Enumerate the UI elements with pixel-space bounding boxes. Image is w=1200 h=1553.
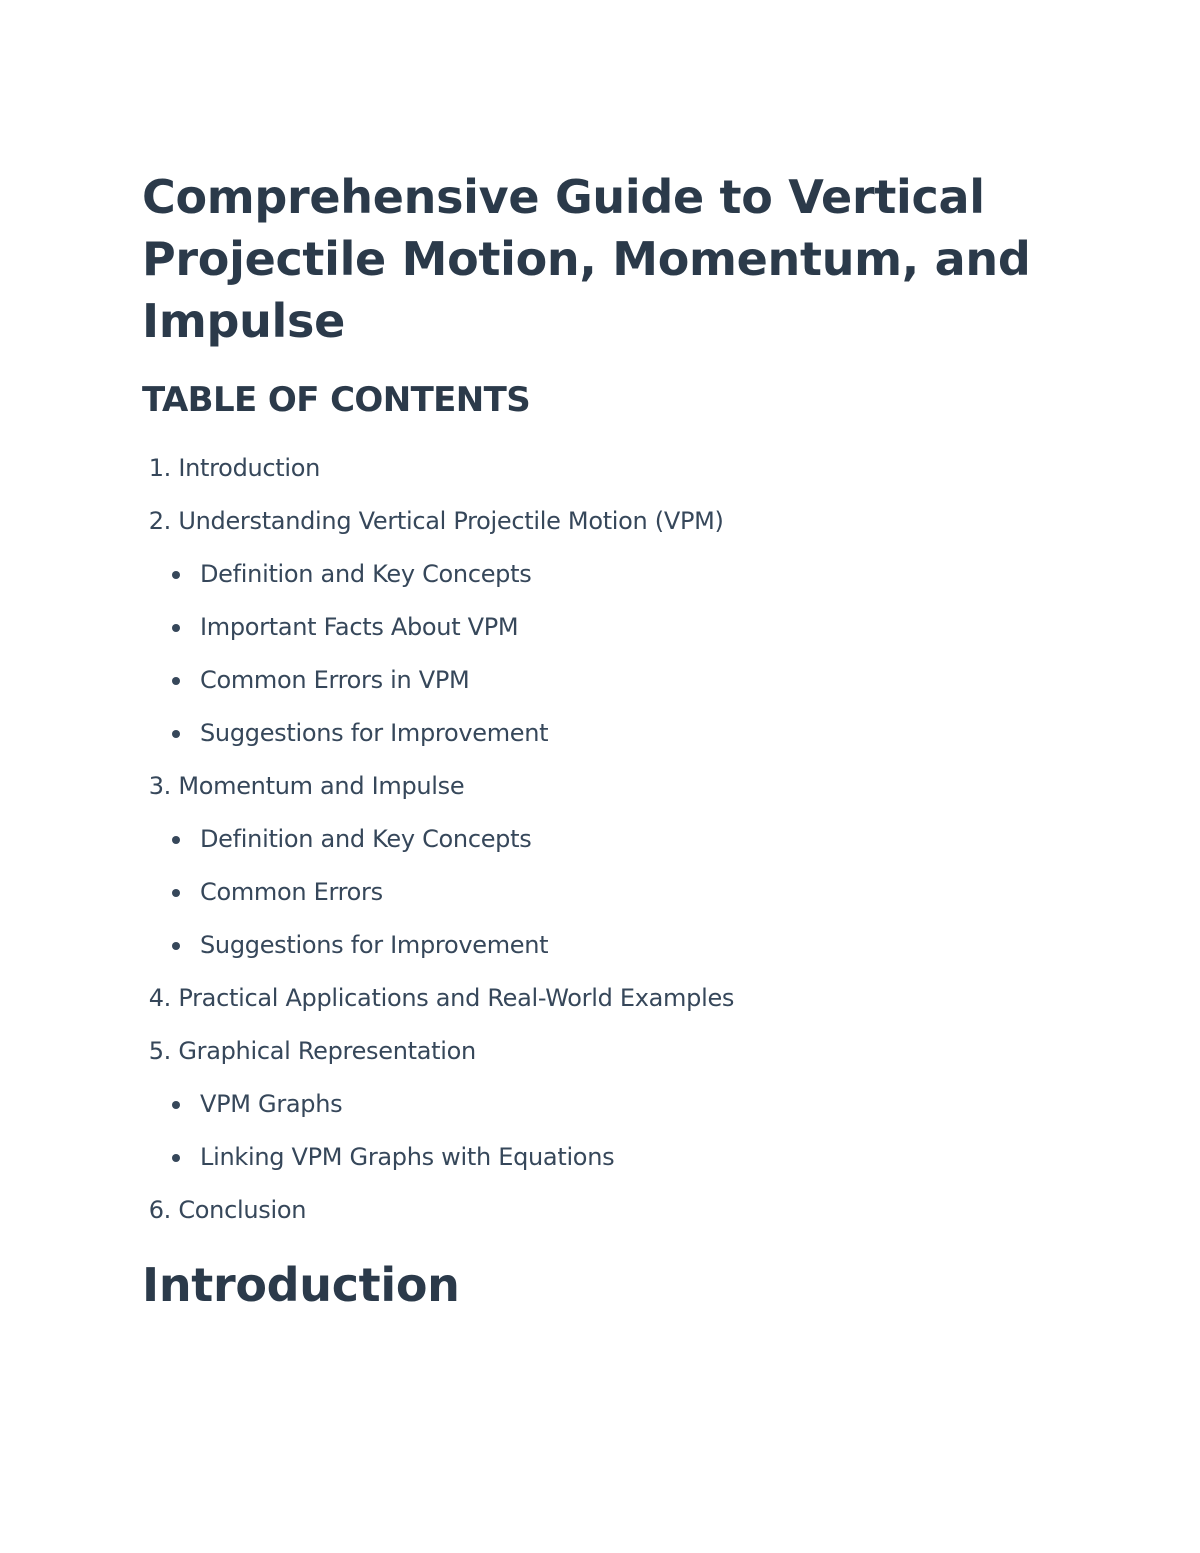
toc-subitem[interactable] — [142, 607, 1042, 660]
toc-item-label: Suggestions for Improvement — [200, 931, 549, 959]
toc-subitem[interactable] — [142, 554, 1042, 607]
toc-item-label: Suggestions for Improvement — [200, 719, 549, 747]
toc-item-label: Linking VPM Graphs with Equations — [200, 1143, 615, 1171]
toc-item-label: Introduction — [178, 454, 321, 482]
toc-subitem[interactable] — [142, 1084, 1042, 1137]
toc-item-label: Common Errors in VPM — [200, 666, 470, 694]
toc-item-number: 1. — [148, 454, 171, 482]
bullet-icon — [172, 1101, 180, 1109]
toc-item[interactable] — [142, 766, 1042, 819]
toc-subitem[interactable] — [142, 660, 1042, 713]
bullet-icon — [172, 1154, 180, 1162]
toc-item[interactable] — [142, 501, 1042, 554]
bullet-icon — [172, 942, 180, 950]
toc-item-label: Definition and Key Concepts — [200, 825, 532, 853]
toc-subitem[interactable] — [142, 925, 1042, 978]
toc-item-label: Momentum and Impulse — [178, 772, 465, 800]
toc-item-label: Important Facts About VPM — [200, 613, 519, 641]
toc-item[interactable] — [142, 1190, 1042, 1243]
toc-item-number: 2. — [148, 507, 171, 535]
bullet-icon — [172, 836, 180, 844]
bullet-icon — [172, 889, 180, 897]
toc-item-label: Definition and Key Concepts — [200, 560, 532, 588]
toc-item-label: VPM Graphs — [200, 1090, 343, 1118]
document-title: Comprehensive Guide to Vertical Projectile Motion, Momentum, and Impulse — [142, 170, 1031, 348]
section-heading-introduction: Introduction — [142, 1258, 460, 1312]
bullet-icon — [172, 677, 180, 685]
toc-subitem[interactable] — [142, 713, 1042, 766]
toc-item-label: Graphical Representation — [178, 1037, 476, 1065]
bullet-icon — [172, 571, 180, 579]
toc-subitem[interactable] — [142, 1137, 1042, 1190]
bullet-icon — [172, 624, 180, 632]
toc-item-label: Conclusion — [178, 1196, 307, 1224]
toc-item-number: 6. — [148, 1196, 171, 1224]
toc-item-number: 5. — [148, 1037, 171, 1065]
bullet-icon — [172, 730, 180, 738]
toc-item-number: 3. — [148, 772, 171, 800]
toc-item-label: Common Errors — [200, 878, 383, 906]
toc-subitem[interactable] — [142, 819, 1042, 872]
toc-item-label: Understanding Vertical Projectile Motion (VPM) — [178, 507, 724, 535]
toc-item[interactable] — [142, 1031, 1042, 1084]
toc-item-number: 4. — [148, 984, 171, 1012]
toc-item[interactable] — [142, 448, 1042, 501]
table-of-contents — [142, 448, 1042, 1243]
toc-item-label: Practical Applications and Real-World Examples — [178, 984, 735, 1012]
toc-heading: TABLE OF CONTENTS — [142, 380, 531, 420]
toc-subitem[interactable] — [142, 872, 1042, 925]
toc-item[interactable] — [142, 978, 1042, 1031]
